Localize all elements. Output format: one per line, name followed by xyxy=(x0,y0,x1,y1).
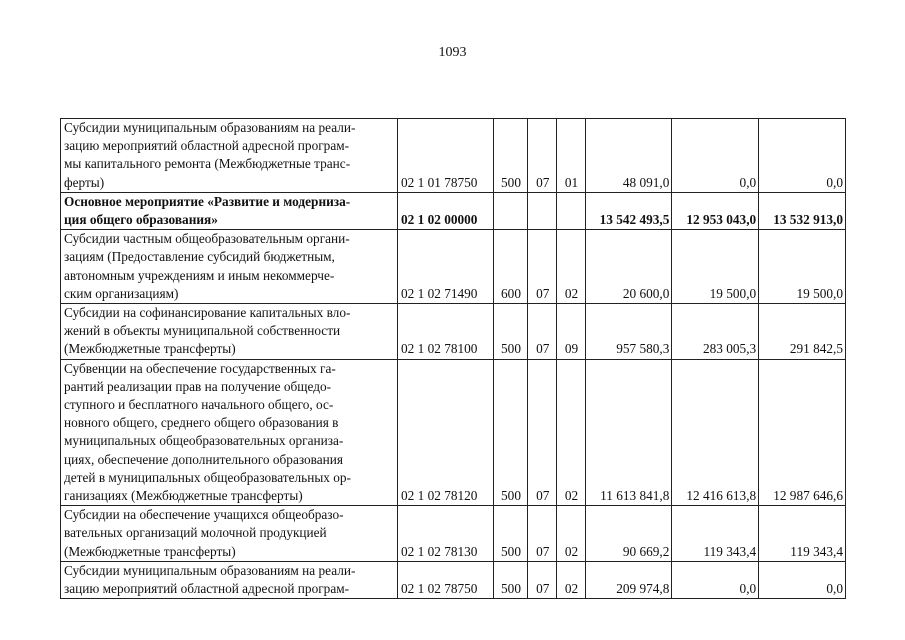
subsection: 01 xyxy=(557,119,585,193)
amount-year-2: 119 343,4 xyxy=(672,506,759,562)
section: 07 xyxy=(528,561,557,598)
row-name-line: новного общего, среднего общего образования в xyxy=(64,415,339,431)
table-row xyxy=(61,192,846,229)
table-row xyxy=(61,230,846,304)
row-name-line: Субсидии муниципальным образованиям на реали- xyxy=(64,120,356,135)
amount-year-1: 13 542 493,5 xyxy=(585,192,672,229)
row-name-line: ступного и бесплатного начального общего, ос- xyxy=(64,397,334,413)
section: 07 xyxy=(528,119,557,193)
target-code: 02 1 02 78120 xyxy=(398,359,494,506)
amount-year-3: 291 842,5 xyxy=(759,304,846,360)
section: 07 xyxy=(528,230,557,304)
row-name-line: жений в объекты муниципальной собственности xyxy=(64,323,341,339)
row-name xyxy=(61,304,398,360)
amount-year-1: 209 974,8 xyxy=(585,561,672,598)
expense-type: 500 xyxy=(493,119,527,193)
row-name-line: Субвенции на обеспечение государственных га- xyxy=(64,360,336,376)
subsection: 02 xyxy=(557,506,585,562)
row-name-line: ганизациях (Межбюджетные трансферты) xyxy=(64,488,303,504)
row-name-line: автономным учреждениям и иным некоммерче- xyxy=(64,267,335,283)
row-name-line: Субсидии на обеспечение учащихся общеобразо- xyxy=(64,507,344,523)
row-name-line: муниципальных общеобразовательных организа- xyxy=(64,433,344,449)
amount-year-3: 0,0 xyxy=(759,561,846,598)
expense-type: 500 xyxy=(493,506,527,562)
row-name-line: ция общего образования» xyxy=(64,212,218,228)
amount-year-1: 90 669,2 xyxy=(585,506,672,562)
target-code: 02 1 02 71490 xyxy=(398,230,494,304)
target-code: 02 1 02 78750 xyxy=(398,561,494,598)
expense-type: 500 xyxy=(493,561,527,598)
row-name-line: мы капитального ремонта (Межбюджетные транс- xyxy=(64,156,351,172)
budget-table xyxy=(60,118,846,599)
table-row xyxy=(61,506,846,562)
amount-year-1: 957 580,3 xyxy=(585,304,672,360)
row-name-line: (Межбюджетные трансферты) xyxy=(64,543,236,559)
row-name-line: зацию мероприятий областной адресной програм- xyxy=(64,581,350,597)
amount-year-2: 12 416 613,8 xyxy=(672,359,759,506)
amount-year-2: 0,0 xyxy=(672,561,759,598)
section: 07 xyxy=(528,506,557,562)
amount-year-3: 19 500,0 xyxy=(759,230,846,304)
table-row xyxy=(61,561,846,598)
amount-year-3: 0,0 xyxy=(759,119,846,193)
row-name xyxy=(61,230,398,304)
row-name xyxy=(61,192,398,229)
row-name-line: ским организациям) xyxy=(64,285,179,301)
row-name-line: Субсидии частным общеобразовательным органи- xyxy=(64,231,350,247)
subsection xyxy=(557,192,585,229)
target-code: 02 1 01 78750 xyxy=(398,119,494,193)
row-name-line: Субсидии на софинансирование капитальных вло- xyxy=(64,305,351,321)
expense-type: 500 xyxy=(493,359,527,506)
amount-year-2: 283 005,3 xyxy=(672,304,759,360)
row-name-line: (Межбюджетные трансферты) xyxy=(64,341,236,357)
section xyxy=(528,192,557,229)
row-name-line: Основное мероприятие «Развитие и модерниза- xyxy=(64,193,351,209)
amount-year-3: 119 343,4 xyxy=(759,506,846,562)
row-name-line: зацию мероприятий областной адресной програм- xyxy=(64,138,350,154)
row-name-line: циях, обеспечение дополнительного образования xyxy=(64,451,344,467)
amount-year-1: 11 613 841,8 xyxy=(585,359,672,506)
section: 07 xyxy=(528,359,557,506)
target-code: 02 1 02 78130 xyxy=(398,506,494,562)
target-code: 02 1 02 78100 xyxy=(398,304,494,360)
row-name-line: ферты) xyxy=(64,174,105,190)
amount-year-1: 20 600,0 xyxy=(585,230,672,304)
row-name-line: детей в муниципальных общеобразовательных ор- xyxy=(64,469,351,485)
table-row xyxy=(61,304,846,360)
expense-type xyxy=(493,192,527,229)
row-name xyxy=(61,506,398,562)
row-name-line: Субсидии муниципальным образованиям на реали- xyxy=(64,562,356,578)
subsection: 02 xyxy=(557,359,585,506)
table-row xyxy=(61,119,846,193)
amount-year-2: 12 953 043,0 xyxy=(672,192,759,229)
target-code: 02 1 02 00000 xyxy=(398,192,494,229)
expense-type: 500 xyxy=(493,304,527,360)
page-number: 1093 xyxy=(438,45,467,60)
amount-year-3: 12 987 646,6 xyxy=(759,359,846,506)
amount-year-2: 19 500,0 xyxy=(672,230,759,304)
row-name xyxy=(61,561,398,598)
amount-year-2: 0,0 xyxy=(672,119,759,193)
subsection: 02 xyxy=(557,230,585,304)
amount-year-1: 48 091,0 xyxy=(585,119,672,193)
row-name-line: вательных организаций молочной продукцией xyxy=(64,525,327,541)
subsection: 09 xyxy=(557,304,585,360)
row-name-line: зациям (Предоставление субсидий бюджетным, xyxy=(64,249,335,265)
table-row xyxy=(61,359,846,506)
row-name xyxy=(61,119,398,193)
expense-type: 600 xyxy=(493,230,527,304)
subsection: 02 xyxy=(557,561,585,598)
section: 07 xyxy=(528,304,557,360)
row-name-line: рантий реализации прав на получение общедо- xyxy=(64,378,332,394)
row-name xyxy=(61,359,398,506)
amount-year-3: 13 532 913,0 xyxy=(759,192,846,229)
